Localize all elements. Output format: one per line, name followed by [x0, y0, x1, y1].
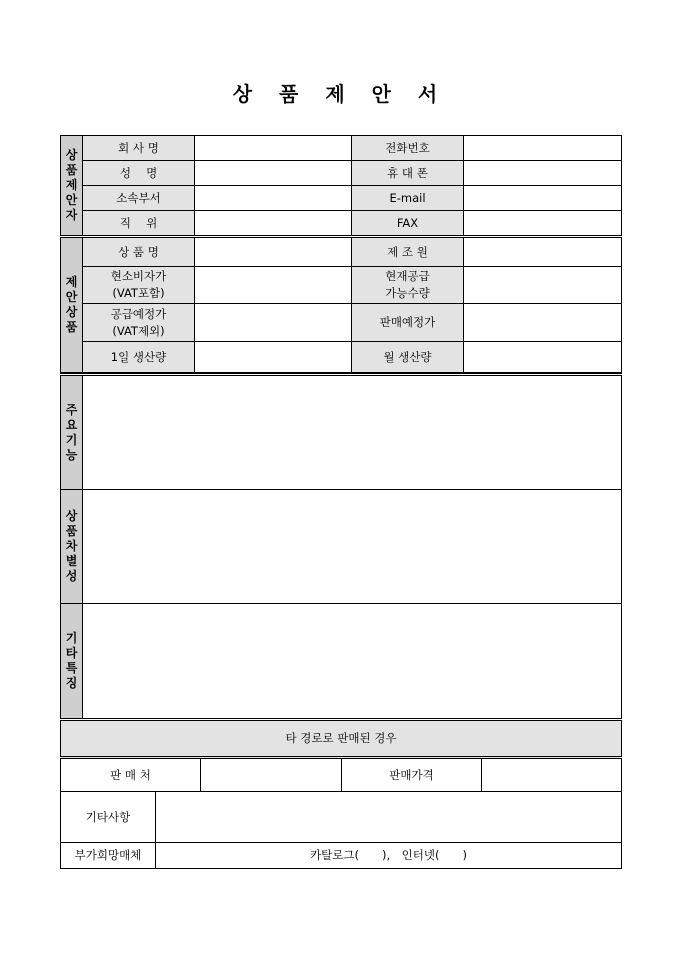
- product-name-label: 상 품 명: [83, 237, 195, 267]
- media-label: 부가희망매체: [61, 843, 156, 869]
- department-label: 소속부서: [83, 186, 195, 211]
- department-field[interactable]: [195, 186, 352, 211]
- monthly-output-field[interactable]: [464, 342, 622, 373]
- fax-label: FAX: [352, 211, 464, 236]
- monthly-output-label: 월 생산량: [352, 342, 464, 373]
- manufacturer-label: 제 조 원: [352, 237, 464, 267]
- price-label: 판매가격: [342, 758, 482, 792]
- differentiation-field[interactable]: [83, 490, 622, 604]
- sale-price-label: 판매예정가: [352, 304, 464, 342]
- description-table: [60, 373, 622, 719]
- product-name-field[interactable]: [195, 237, 352, 267]
- price-field[interactable]: [482, 758, 622, 792]
- seller-label: 판 매 처: [61, 758, 201, 792]
- main-features-side-label: 주 요 기 능: [61, 375, 83, 490]
- supply-quantity-field[interactable]: [464, 267, 622, 304]
- etc-field[interactable]: [156, 792, 622, 843]
- consumer-price-field[interactable]: [195, 267, 352, 304]
- proposer-side-label: 상 품 제 안 자: [61, 136, 83, 236]
- company-name-label: 회 사 명: [83, 136, 195, 161]
- mobile-label: 휴 대 폰: [352, 161, 464, 186]
- other-route-header: 타 경로로 판매된 경우: [61, 720, 622, 758]
- daily-output-field[interactable]: [195, 342, 352, 373]
- product-table: [60, 235, 622, 373]
- sale-price-field[interactable]: [464, 304, 622, 342]
- proposer-table: [60, 135, 622, 236]
- position-label: 직 위: [83, 211, 195, 236]
- consumer-price-label: 현소비자가 (VAT포함): [83, 267, 195, 304]
- phone-label: 전화번호: [352, 136, 464, 161]
- mobile-field[interactable]: [464, 161, 622, 186]
- other-features-side-label: 기 타 특 징: [61, 604, 83, 719]
- supply-price-field[interactable]: [195, 304, 352, 342]
- page-title: 상 품 제 안 서: [232, 82, 448, 106]
- company-name-field[interactable]: [195, 136, 352, 161]
- name-label: 성 명: [83, 161, 195, 186]
- differentiation-side-label: 상 품 차 별 성: [61, 490, 83, 604]
- name-field[interactable]: [195, 161, 352, 186]
- email-field[interactable]: [464, 186, 622, 211]
- supply-price-label: 공급예정가 (VAT제외): [83, 304, 195, 342]
- main-features-field[interactable]: [83, 375, 622, 490]
- supply-quantity-label: 현재공급 가능수량: [352, 267, 464, 304]
- seller-field[interactable]: [201, 758, 342, 792]
- media-field[interactable]: 카탈로그( ), 인터넷( ): [156, 843, 622, 869]
- email-label: E-mail: [352, 186, 464, 211]
- etc-label: 기타사항: [61, 792, 156, 843]
- phone-field[interactable]: [464, 136, 622, 161]
- daily-output-label: 1일 생산량: [83, 342, 195, 373]
- fax-field[interactable]: [464, 211, 622, 236]
- manufacturer-field[interactable]: [464, 237, 622, 267]
- position-field[interactable]: [195, 211, 352, 236]
- other-route-table: [60, 718, 622, 869]
- other-features-field[interactable]: [83, 604, 622, 719]
- product-side-label: 제 안 상 품: [61, 237, 83, 373]
